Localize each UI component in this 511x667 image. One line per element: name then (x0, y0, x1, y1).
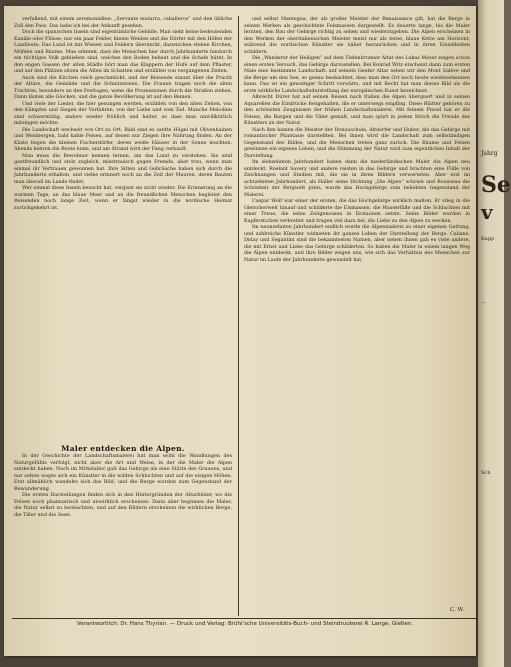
edge-fragment: Se (481, 172, 511, 198)
adjacent-page-edge (478, 0, 511, 667)
edge-fragment: — (481, 300, 486, 306)
author-signature: C. W. (450, 607, 464, 613)
article-title: Maler entdecken die Alpen. (61, 444, 185, 453)
paragraph: Man muss die Bewohner kennen lernen, um das Land zu verstehen. Sie sind gastfreundlich und stolz zugleich, misstrauisch gegen Fremde, aber treu, wenn man einmal ihr Vertrauen gewonnen hat. Ihre Sitten und Gebräuche haben sich durch die Jahrhunderte erhalten, und vieles erinnert noch an die Zeit der Mauren, deren Bauten man überall im Lande findet. (14, 152, 232, 185)
article-body (14, 453, 232, 615)
paragraph: Und viele der Lieder, die hier gesungen werden, erzählen von den alten Zeiten, von den Kämpfen und Siegen der Vorfahren, von der Liebe und vom Tod. Manche Melodien sind schwermütig, andere wieder fröhlich und heiter, so dass man unwillkürlich mitsingen möchte. (14, 100, 232, 126)
paragraph: Die Landschaft wechselt von Ort zu Ort. Bald sind es sanfte Hügel mit Olivenhainen und Weinbergen, bald kahle Felsen, auf denen nur Ziegen ihre Nahrung finden. An der Küste liegen die kleinen Fischerdörfer, deren weiße Häuser in der Sonne leuchten. Abends kehren die Boote heim, und am Strand wird der Fang verkauft. (14, 126, 232, 152)
paragraph: Nach ihm kamen die Meister der Donauschule, Altdorfer und Huber, die das Gebirge mit romantischer Phantasie darstellten. Bei ihnen wird die Landschaft zum selbständigen Gegenstand des Bildes, und die Menschen treten ganz zurück. Die Bäume und Felsen gewinnen ein eigenes Leben, und die Stimmung der Natur wird zum eigentlichen Inhalt der Darstellung. (244, 126, 470, 159)
paragraph: Doch die spanischen Inseln sind eigentümliche Gebilde. Man sieht keine bedeutenden Kanäle oder Flüsse; nur ein paar Felder, kleine Weiden und die Dörfer mit den Höfen der Landleute. Das Land ist mit Wiesen und Feldern überdeckt, dazwischen stehen Kirchen, Mühlen und Bäume. Man erkennt, dass die Menschen hier durch Jahrhunderte hindurch ein tüchtiges Volk geblieben sind, welches den Boden bebaut und die Schafe hütet. In den engen Gassen der alten Städte hört man das Klappern der Hufe auf dem Pflaster, und auf den Plätzen sitzen die Alten im Schatten und erzählen von vergangenen Zeiten. (14, 29, 233, 74)
paragraph: Auch sind die Kirchen reich geschmückt, und der Reisende staunt über die Pracht der Altäre, die Gemälde und die Schnitzereien. Die Frauen tragen noch die alten Trachten, besonders an den Festtagen, wenn die Prozessionen durch die Straßen ziehen. Dann läuten alle Glocken, und die ganze Bevölkerung ist auf den Beinen. (14, 74, 232, 100)
paragraph: In der Geschichte der Landschaftsmalerei hat man wohl die Wandlungen des Naturgefühls verfolgt, nicht aber die Art und Weise, in der die Maler die Alpen entdeckt haben. Noch im Mittelalter galt das Gebirge als eine Stätte des Grauens, und nur selten wagte sich ein Künstler in die wilden Schluchten und auf die eisigen Höhen. Erst allmählich wandelte sich das Bild, und die Berge wurden zum Gegenstand der Bewunderung. (14, 453, 232, 492)
paragraph: verfallend, mit einem zeremoniellen: „Servante mutarra, caballeros“ und den übliche Zoll den Pass. Das habe ich bei der Ankunft gesehen. (14, 16, 232, 29)
newspaper-page (4, 6, 476, 656)
edge-fragment: Sch (481, 470, 491, 476)
imprint-line: Verantwortlich: Dr. Hans Thyrian. — Druck und Verlag: Brühl'sche Universitäts-Buch- und Steindruckerei R. Lange, Gießen. (76, 621, 414, 627)
paragraph: Im neunzehnten Jahrhundert endlich wurde die Alpenmalerei zu einer eigenen Gattung, und zahlreiche Künstler widmeten ihr ganzes Leben der Darstellung der Berge. Calame, Diday und Segantini sind die bekanntesten Namen, aber neben ihnen gab es viele andere, die mit Ernst und Liebe das Gebirge schilderten. So haben die Maler in einem langen Weg die Alpen entdeckt, und ihre Bilder zeigen uns, wie sich das Verhältnis des Menschen zur Natur im Laufe der Jahrhunderte gewandelt hat. (244, 224, 470, 263)
paragraph: Die ersten Darstellungen finden sich in den Hintergründen der Altarbilder, wo die Felsen noch phantastisch und unwirklich erscheinen. Dann aber beginnen die Maler, die Natur selbst zu beobachten, und auf den Bildern erscheinen die wirklichen Berge, die Täler und die Seen. (14, 492, 232, 518)
paragraph: und selbst Mantegna, der als großer Meister der Renaissance gilt, hat die Berge in seinen Werken als geschichtete Felsmassen dargestellt. Es dauerte lange, bis die Maler lernten, den Bau der Gebirge richtig zu sehen und wiederzugeben. Die Alpen erscheinen in den Werken der oberitalienischen Meister meist nur als ferne, blaue Kette am Horizont, während die nordischen Künstler sie näher heranrücken und in ihren Einzelheiten schildern. (244, 16, 470, 55)
edge-fragment: Jahrg (481, 150, 498, 157)
paragraph: Caspar Wolf war einer der ersten, die das Hochgebirge wirklich malten. Er stieg in die Gletscherwelt hinauf und schilderte die Eismassen, die Wasserfälle und die Schluchten mit einer Treue, die seine Zeitgenossen in Erstaunen setzte. Seine Bilder wurden in Kupferstichen verbreitet und trugen viel dazu bei, die Liebe zu den Alpen zu wecken. (244, 198, 470, 224)
paragraph: Albrecht Dürer hat auf seinen Reisen nach Italien die Alpen überquert und in seinen Aquarellen die Eindrücke festgehalten, die er unterwegs empfing. Diese Blätter gehören zu den schönsten Zeugnissen der frühen Landschaftsmalerei. Mit feinem Pinsel hat er die Felsen, die Burgen und die Täler gemalt, und man spürt in jedem Strich die Freude des Künstlers an der Natur. (244, 94, 470, 126)
column-divider (238, 16, 239, 616)
edge-fragment: v (481, 200, 493, 224)
right-column (244, 16, 470, 606)
paragraph: Die „Wanderer der Heiligen“ auf dem Tiefenbronner Altar des Lukas Moser zeigen schon einen ersten Versuch, das Gebirge darzustellen. Bei Konrad Witz erscheint dann zum ersten Male eine bestimmte Landschaft: auf seinem Genfer Altar sehen wir den Mont Salève und die Berge um den See, so genau beobachtet, dass man den Ort noch heute wiedererkennen kann. Das ist ein gewaltiger Schritt vorwärts, und mit Recht hat man dieses Bild als die erste wirkliche Landschaftsdarstellung der europäischen Kunst bezeichnet. (244, 55, 470, 94)
edge-fragment: Kapp (481, 236, 495, 242)
footer-rule (12, 618, 476, 619)
paragraph: Wer einmal diese Inseln besucht hat, vergisst sie nicht wieder. Die Erinnerung an die warmen Tage, an das blaue Meer und an die freundlichen Menschen begleitet den Reisenden noch lange Zeit, wenn er längst wieder in die nordische Heimat zurückgekehrt ist. (14, 185, 232, 211)
paragraph: Im siebzehnten Jahrhundert haben dann die niederländischen Maler die Alpen neu entdeckt. Roelant Savery und andere reisten in das Gebirge und brachten eine Fülle von Zeichnungen und Studien mit, die sie in ihren Bildern verwerteten. Aber erst im achtzehnten Jahrhundert, als Haller seine Dichtung „Die Alpen“ schrieb und Rousseau die Schönheit der Bergwelt pries, wurde das Hochgebirge zum beliebten Gegenstand der Malerei. (244, 159, 470, 198)
